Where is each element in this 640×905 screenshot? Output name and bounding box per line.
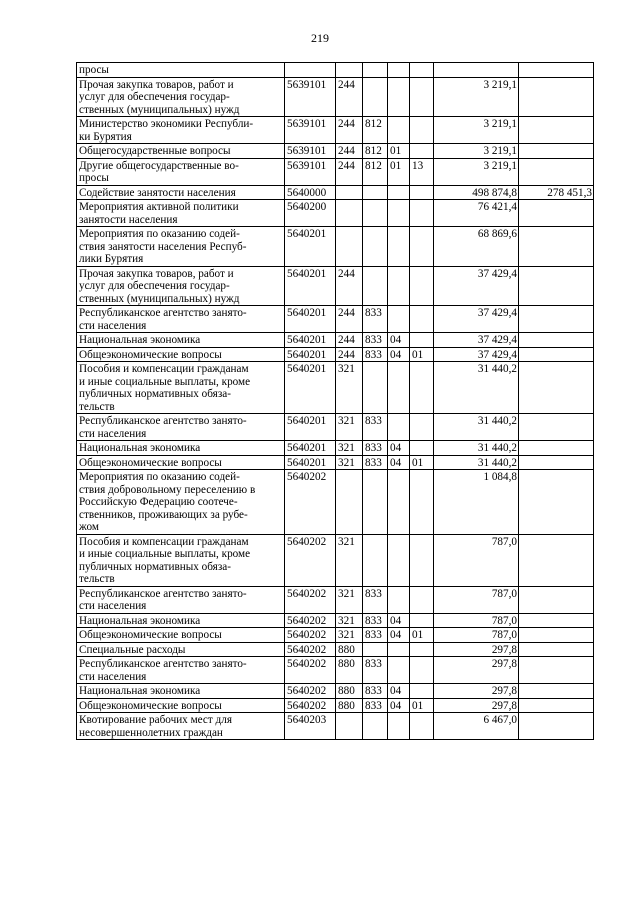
row-name-line: Национальная экономика bbox=[79, 334, 201, 346]
amount-main: 37 429,4 bbox=[434, 333, 519, 348]
table-row bbox=[77, 613, 594, 628]
row-name-line: и иные социальные выплаты, кроме bbox=[79, 375, 251, 388]
expense-type-code bbox=[336, 713, 363, 740]
table-row bbox=[77, 628, 594, 643]
section-code bbox=[388, 227, 410, 267]
row-name bbox=[77, 362, 285, 414]
department-code bbox=[363, 362, 388, 414]
expense-type-code bbox=[336, 185, 363, 200]
table-row bbox=[77, 306, 594, 333]
section-code: 04 bbox=[388, 347, 410, 362]
expense-type-code: 244 bbox=[336, 117, 363, 144]
target-article-code: 5640000 bbox=[285, 185, 336, 200]
target-article-code: 5639101 bbox=[285, 77, 336, 117]
table-row bbox=[77, 441, 594, 456]
section-code: 04 bbox=[388, 613, 410, 628]
row-name bbox=[77, 713, 285, 740]
row-name bbox=[77, 657, 285, 684]
expense-type-code: 321 bbox=[336, 362, 363, 414]
target-article-code: 5640201 bbox=[285, 414, 336, 441]
amount-main: 787,0 bbox=[434, 534, 519, 586]
target-article-code: 5640201 bbox=[285, 306, 336, 333]
expense-type-code: 321 bbox=[336, 414, 363, 441]
amount-secondary bbox=[519, 628, 594, 643]
row-name bbox=[77, 455, 285, 470]
expense-type-code: 244 bbox=[336, 266, 363, 306]
target-article-code: 5640202 bbox=[285, 628, 336, 643]
department-code bbox=[363, 534, 388, 586]
department-code bbox=[363, 200, 388, 227]
expense-type-code: 880 bbox=[336, 698, 363, 713]
row-name-line: ственных (муниципальных) нужд bbox=[79, 103, 240, 116]
department-code bbox=[363, 266, 388, 306]
row-name-line: Российскую Федерацию соотече- bbox=[79, 496, 238, 508]
target-article-code: 5640202 bbox=[285, 534, 336, 586]
row-name-line: Общеэкономические вопросы bbox=[79, 456, 222, 469]
table-row bbox=[77, 684, 594, 699]
table-row bbox=[77, 185, 594, 200]
row-name-line: Пособия и компенсации гражданам bbox=[79, 363, 249, 375]
target-article-code: 5640201 bbox=[285, 333, 336, 348]
amount-secondary bbox=[519, 642, 594, 657]
expense-type-code: 244 bbox=[336, 144, 363, 159]
table-row bbox=[77, 77, 594, 117]
amount-main: 37 429,4 bbox=[434, 306, 519, 333]
table-row bbox=[77, 144, 594, 159]
subsection-code bbox=[410, 200, 434, 227]
department-code: 812 bbox=[363, 117, 388, 144]
row-name-line: просы bbox=[79, 172, 109, 184]
table-row bbox=[77, 713, 594, 740]
amount-main: 498 874,8 bbox=[434, 185, 519, 200]
section-code: 01 bbox=[388, 158, 410, 185]
section-code bbox=[388, 534, 410, 586]
amount-main: 3 219,1 bbox=[434, 117, 519, 144]
table-row bbox=[77, 200, 594, 227]
amount-main: 37 429,4 bbox=[434, 266, 519, 306]
section-code: 04 bbox=[388, 684, 410, 699]
row-name-line: сти населения bbox=[79, 319, 147, 332]
row-name-line: Пособия и компенсации гражданам bbox=[79, 535, 249, 548]
row-name-line: Другие общегосударственные во- bbox=[79, 159, 239, 172]
expense-type-code: 880 bbox=[336, 684, 363, 699]
subsection-code: 01 bbox=[410, 347, 434, 362]
department-code bbox=[363, 470, 388, 535]
amount-secondary bbox=[519, 470, 594, 535]
row-name bbox=[77, 333, 285, 348]
section-code: 01 bbox=[388, 144, 410, 159]
target-article-code: 5640202 bbox=[285, 657, 336, 684]
row-name bbox=[77, 63, 285, 78]
amount-secondary bbox=[519, 158, 594, 185]
budget-table-body bbox=[77, 63, 594, 740]
amount-main: 31 440,2 bbox=[434, 414, 519, 441]
department-code: 833 bbox=[363, 586, 388, 613]
department-code bbox=[363, 63, 388, 78]
row-name-line: услуг для обеспечения государ- bbox=[79, 280, 230, 292]
subsection-code bbox=[410, 713, 434, 740]
department-code bbox=[363, 713, 388, 740]
amount-main: 76 421,4 bbox=[434, 200, 519, 227]
section-code: 04 bbox=[388, 441, 410, 456]
row-name bbox=[77, 200, 285, 227]
amount-main: 31 440,2 bbox=[434, 455, 519, 470]
subsection-code bbox=[410, 227, 434, 267]
subsection-code bbox=[410, 77, 434, 117]
target-article-code: 5640201 bbox=[285, 455, 336, 470]
expense-type-code: 244 bbox=[336, 77, 363, 117]
subsection-code bbox=[410, 63, 434, 78]
row-name-line: Республиканское агентство занято- bbox=[79, 587, 247, 600]
amount-secondary bbox=[519, 227, 594, 267]
amount-main: 297,8 bbox=[434, 698, 519, 713]
section-code: 04 bbox=[388, 455, 410, 470]
row-name-line: услуг для обеспечения государ- bbox=[79, 91, 230, 103]
department-code: 833 bbox=[363, 455, 388, 470]
subsection-code: 13 bbox=[410, 158, 434, 185]
subsection-code bbox=[410, 362, 434, 414]
row-name-line: Мероприятия по оказанию содей- bbox=[79, 471, 240, 483]
section-code bbox=[388, 586, 410, 613]
row-name-line: занятости населения bbox=[79, 213, 178, 226]
target-article-code: 5640200 bbox=[285, 200, 336, 227]
row-name-line: Специальные расходы bbox=[79, 643, 186, 656]
row-name-line: несовершеннолетних граждан bbox=[79, 726, 223, 739]
amount-secondary bbox=[519, 698, 594, 713]
row-name bbox=[77, 185, 285, 200]
budget-table bbox=[76, 62, 594, 740]
subsection-code bbox=[410, 185, 434, 200]
row-name bbox=[77, 470, 285, 535]
amount-main: 787,0 bbox=[434, 613, 519, 628]
page-number: 219 bbox=[311, 31, 329, 45]
row-name bbox=[77, 77, 285, 117]
row-name-line: Общегосударственные вопросы bbox=[79, 145, 231, 157]
subsection-code bbox=[410, 586, 434, 613]
row-name-line: ствия занятости населения Респуб- bbox=[79, 240, 247, 253]
section-code bbox=[388, 63, 410, 78]
amount-secondary bbox=[519, 684, 594, 699]
section-code bbox=[388, 470, 410, 535]
section-code bbox=[388, 414, 410, 441]
amount-secondary bbox=[519, 77, 594, 117]
amount-main: 37 429,4 bbox=[434, 347, 519, 362]
amount-secondary bbox=[519, 200, 594, 227]
amount-secondary bbox=[519, 455, 594, 470]
expense-type-code: 321 bbox=[336, 455, 363, 470]
section-code bbox=[388, 306, 410, 333]
expense-type-code: 244 bbox=[336, 158, 363, 185]
row-name-line: публичных нормативных обяза- bbox=[79, 560, 231, 573]
row-name bbox=[77, 441, 285, 456]
amount-secondary bbox=[519, 117, 594, 144]
row-name-line: Национальная экономика bbox=[79, 442, 201, 454]
row-name-line: Общеэкономические вопросы bbox=[79, 348, 222, 361]
department-code: 833 bbox=[363, 628, 388, 643]
row-name-line: ствия добровольному переселению в bbox=[79, 483, 256, 496]
target-article-code: 5639101 bbox=[285, 158, 336, 185]
row-name-line: Республиканское агентство занято- bbox=[79, 415, 247, 427]
section-code bbox=[388, 642, 410, 657]
subsection-code bbox=[410, 534, 434, 586]
department-code bbox=[363, 227, 388, 267]
target-article-code: 5640203 bbox=[285, 713, 336, 740]
row-name-line: Прочая закупка товаров, работ и bbox=[79, 78, 234, 91]
department-code bbox=[363, 642, 388, 657]
table-row bbox=[77, 347, 594, 362]
expense-type-code: 321 bbox=[336, 613, 363, 628]
table-row bbox=[77, 63, 594, 78]
department-code: 833 bbox=[363, 347, 388, 362]
expense-type-code: 321 bbox=[336, 628, 363, 643]
target-article-code: 5640202 bbox=[285, 684, 336, 699]
amount-main: 297,8 bbox=[434, 642, 519, 657]
department-code: 833 bbox=[363, 441, 388, 456]
expense-type-code bbox=[336, 200, 363, 227]
amount-main: 297,8 bbox=[434, 684, 519, 699]
expense-type-code: 880 bbox=[336, 657, 363, 684]
amount-main: 787,0 bbox=[434, 628, 519, 643]
row-name bbox=[77, 613, 285, 628]
amount-main: 297,8 bbox=[434, 657, 519, 684]
table-row bbox=[77, 362, 594, 414]
amount-secondary: 278 451,3 bbox=[519, 185, 594, 200]
row-name-line: ственников, проживающих за рубе- bbox=[79, 508, 248, 521]
table-row bbox=[77, 642, 594, 657]
target-article-code: 5640201 bbox=[285, 347, 336, 362]
amount-secondary bbox=[519, 414, 594, 441]
section-code: 04 bbox=[388, 698, 410, 713]
row-name-line: Прочая закупка товаров, работ и bbox=[79, 267, 234, 280]
amount-secondary bbox=[519, 306, 594, 333]
table-row bbox=[77, 534, 594, 586]
amount-secondary bbox=[519, 534, 594, 586]
department-code: 812 bbox=[363, 144, 388, 159]
section-code bbox=[388, 77, 410, 117]
row-name bbox=[77, 534, 285, 586]
target-article-code: 5640201 bbox=[285, 227, 336, 267]
expense-type-code bbox=[336, 470, 363, 535]
row-name bbox=[77, 642, 285, 657]
table-row bbox=[77, 470, 594, 535]
amount-main bbox=[434, 63, 519, 78]
expense-type-code: 321 bbox=[336, 586, 363, 613]
department-code: 833 bbox=[363, 306, 388, 333]
amount-main: 3 219,1 bbox=[434, 158, 519, 185]
section-code bbox=[388, 266, 410, 306]
row-name-line: просы bbox=[79, 64, 109, 76]
table-row bbox=[77, 698, 594, 713]
target-article-code: 5640202 bbox=[285, 613, 336, 628]
row-name-line: Содействие занятости населения bbox=[79, 186, 236, 199]
department-code: 833 bbox=[363, 414, 388, 441]
row-name-line: и иные социальные выплаты, кроме bbox=[79, 548, 251, 560]
subsection-code: 01 bbox=[410, 628, 434, 643]
target-article-code: 5640201 bbox=[285, 362, 336, 414]
row-name bbox=[77, 266, 285, 306]
expense-type-code: 244 bbox=[336, 347, 363, 362]
row-name-line: публичных нормативных обяза- bbox=[79, 388, 231, 400]
amount-main: 31 440,2 bbox=[434, 362, 519, 414]
expense-type-code: 321 bbox=[336, 534, 363, 586]
row-name-line: Республиканское агентство занято- bbox=[79, 307, 247, 319]
row-name-line: жом bbox=[79, 521, 99, 533]
row-name-line: ки Бурятия bbox=[79, 130, 132, 143]
target-article-code: 5639101 bbox=[285, 117, 336, 144]
row-name bbox=[77, 684, 285, 699]
section-code: 04 bbox=[388, 628, 410, 643]
row-name-line: тельств bbox=[79, 400, 115, 413]
row-name-line: Квотирование рабочих мест для bbox=[79, 714, 232, 726]
amount-main: 31 440,2 bbox=[434, 441, 519, 456]
expense-type-code bbox=[336, 63, 363, 78]
amount-main: 6 467,0 bbox=[434, 713, 519, 740]
expense-type-code: 321 bbox=[336, 441, 363, 456]
row-name-line: Общеэкономические вопросы bbox=[79, 699, 222, 712]
subsection-code bbox=[410, 306, 434, 333]
section-code bbox=[388, 362, 410, 414]
row-name-line: сти населения bbox=[79, 600, 147, 612]
row-name-line: Республиканское агентство занято- bbox=[79, 658, 247, 670]
section-code: 04 bbox=[388, 333, 410, 348]
row-name-line: Мероприятия активной политики bbox=[79, 201, 239, 213]
table-row bbox=[77, 586, 594, 613]
row-name-line: Национальная экономика bbox=[79, 685, 201, 697]
subsection-code bbox=[410, 470, 434, 535]
target-article-code: 5640201 bbox=[285, 441, 336, 456]
table-row bbox=[77, 657, 594, 684]
row-name bbox=[77, 227, 285, 267]
row-name-line: ственных (муниципальных) нужд bbox=[79, 292, 240, 305]
subsection-code bbox=[410, 441, 434, 456]
amount-secondary bbox=[519, 613, 594, 628]
department-code: 812 bbox=[363, 158, 388, 185]
amount-secondary bbox=[519, 333, 594, 348]
target-article-code: 5640202 bbox=[285, 470, 336, 535]
department-code: 833 bbox=[363, 657, 388, 684]
amount-secondary bbox=[519, 441, 594, 456]
row-name-line: Национальная экономика bbox=[79, 614, 201, 627]
target-article-code: 5640202 bbox=[285, 642, 336, 657]
row-name bbox=[77, 144, 285, 159]
expense-type-code bbox=[336, 227, 363, 267]
department-code: 833 bbox=[363, 684, 388, 699]
row-name bbox=[77, 347, 285, 362]
subsection-code bbox=[410, 613, 434, 628]
subsection-code: 01 bbox=[410, 455, 434, 470]
subsection-code bbox=[410, 333, 434, 348]
target-article-code bbox=[285, 63, 336, 78]
row-name-line: сти населения bbox=[79, 427, 147, 440]
subsection-code: 01 bbox=[410, 698, 434, 713]
table-row bbox=[77, 117, 594, 144]
table-row bbox=[77, 333, 594, 348]
row-name-line: тельств bbox=[79, 573, 115, 585]
table-row bbox=[77, 266, 594, 306]
subsection-code bbox=[410, 642, 434, 657]
amount-main: 787,0 bbox=[434, 586, 519, 613]
amount-secondary bbox=[519, 362, 594, 414]
expense-type-code: 244 bbox=[336, 306, 363, 333]
subsection-code bbox=[410, 144, 434, 159]
row-name bbox=[77, 158, 285, 185]
amount-secondary bbox=[519, 63, 594, 78]
amount-main: 1 084,8 bbox=[434, 470, 519, 535]
subsection-code bbox=[410, 266, 434, 306]
row-name-line: сти населения bbox=[79, 670, 147, 683]
subsection-code bbox=[410, 117, 434, 144]
table-row bbox=[77, 414, 594, 441]
target-article-code: 5640202 bbox=[285, 586, 336, 613]
table-row bbox=[77, 158, 594, 185]
expense-type-code: 880 bbox=[336, 642, 363, 657]
department-code: 833 bbox=[363, 698, 388, 713]
amount-main: 68 869,6 bbox=[434, 227, 519, 267]
table-row bbox=[77, 227, 594, 267]
row-name-line: лики Бурятия bbox=[79, 253, 144, 265]
amount-main: 3 219,1 bbox=[434, 77, 519, 117]
row-name-line: Общеэкономические вопросы bbox=[79, 629, 222, 641]
row-name bbox=[77, 586, 285, 613]
target-article-code: 5640202 bbox=[285, 698, 336, 713]
row-name bbox=[77, 117, 285, 144]
amount-main: 3 219,1 bbox=[434, 144, 519, 159]
row-name bbox=[77, 414, 285, 441]
department-code bbox=[363, 77, 388, 117]
department-code: 833 bbox=[363, 333, 388, 348]
department-code bbox=[363, 185, 388, 200]
amount-secondary bbox=[519, 347, 594, 362]
table-row bbox=[77, 455, 594, 470]
target-article-code: 5639101 bbox=[285, 144, 336, 159]
department-code: 833 bbox=[363, 613, 388, 628]
subsection-code bbox=[410, 657, 434, 684]
amount-secondary bbox=[519, 144, 594, 159]
amount-secondary bbox=[519, 657, 594, 684]
row-name bbox=[77, 628, 285, 643]
row-name bbox=[77, 306, 285, 333]
amount-secondary bbox=[519, 586, 594, 613]
amount-secondary bbox=[519, 266, 594, 306]
expense-type-code: 244 bbox=[336, 333, 363, 348]
row-name bbox=[77, 698, 285, 713]
subsection-code bbox=[410, 414, 434, 441]
section-code bbox=[388, 117, 410, 144]
section-code bbox=[388, 657, 410, 684]
row-name-line: Мероприятия по оказанию содей- bbox=[79, 228, 240, 240]
target-article-code: 5640201 bbox=[285, 266, 336, 306]
section-code bbox=[388, 185, 410, 200]
row-name-line: Министерство экономики Республи- bbox=[79, 118, 254, 130]
section-code bbox=[388, 713, 410, 740]
section-code bbox=[388, 200, 410, 227]
amount-secondary bbox=[519, 713, 594, 740]
subsection-code bbox=[410, 684, 434, 699]
